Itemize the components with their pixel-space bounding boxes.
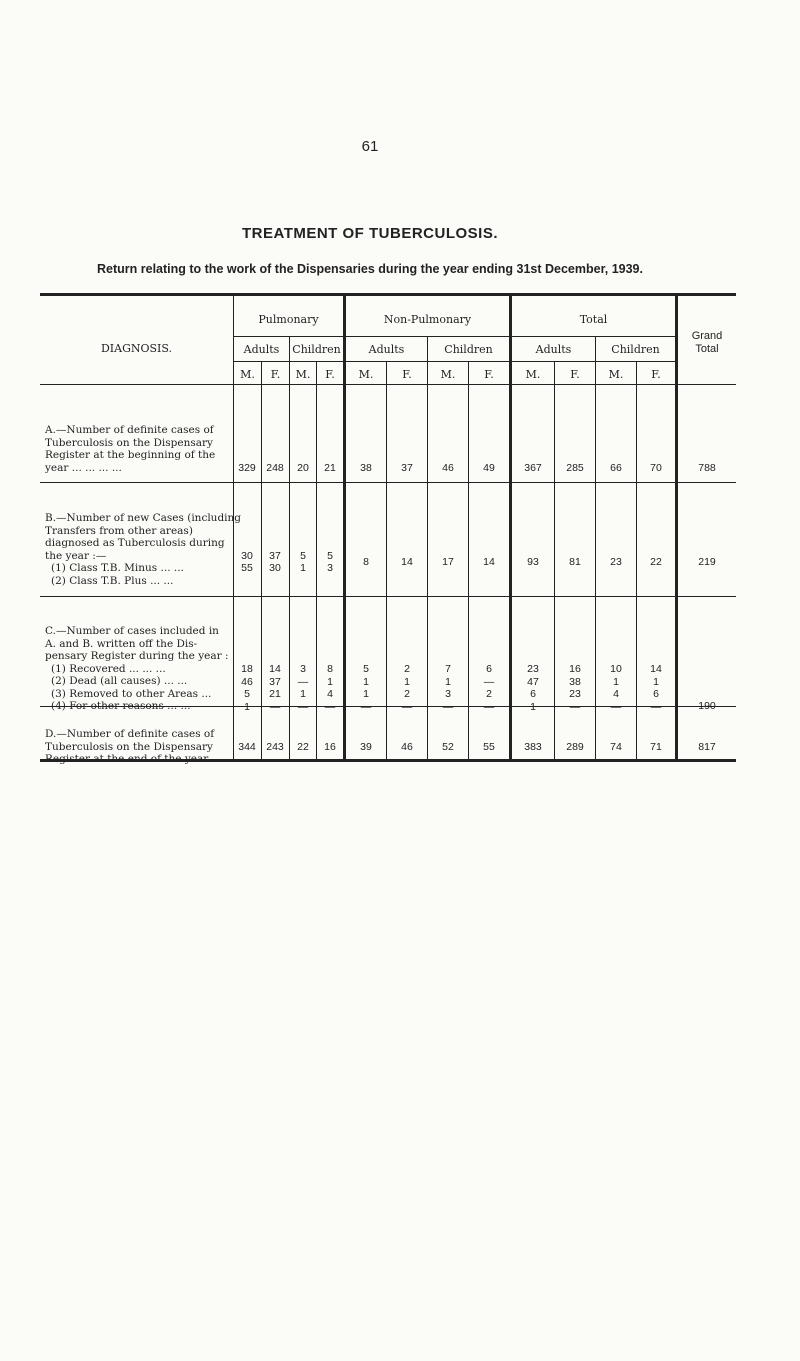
header-grand-total — [678, 330, 736, 356]
row-b-rule — [40, 596, 736, 597]
row-b-sub2-value: 55 — [241, 562, 253, 574]
label-line: (4) For other reasons ... ... — [51, 700, 191, 712]
row-c-value: 23 — [527, 663, 539, 675]
header-pulm-children: Children — [292, 343, 341, 356]
row-a-value: 21 — [324, 462, 336, 474]
label-line: (1) Recovered ... ... ... — [51, 662, 166, 675]
row-c-value: 10 — [610, 663, 622, 675]
row-c-value: — — [324, 700, 336, 713]
row-b-sub2-value: 30 — [269, 562, 281, 574]
row-c-value: 18 — [241, 663, 253, 675]
row-c-value: 5 — [363, 663, 369, 675]
row-c-value: 2 — [404, 688, 410, 700]
row-b-value: 93 — [527, 556, 539, 568]
header-f: F. — [270, 368, 281, 381]
header-m: M. — [295, 368, 311, 381]
header-pulmonary: Pulmonary — [258, 313, 319, 326]
row-c-value: — — [401, 700, 413, 713]
row-b-value: 81 — [569, 556, 581, 568]
row-b-sub1-value: 5 — [327, 550, 333, 562]
header-f: F. — [570, 368, 580, 381]
row-c-value: — — [297, 700, 309, 713]
row-d-value: 46 — [401, 741, 413, 753]
row-c-value: 1 — [653, 675, 659, 688]
row-a-value: 367 — [524, 462, 542, 474]
row-c-value: 3 — [445, 688, 451, 700]
row-c-value: 23 — [569, 688, 581, 700]
row-c-value: — — [483, 675, 495, 688]
row-d-value: 289 — [566, 741, 584, 753]
header-total: Total — [579, 313, 608, 326]
row-b-value: 14 — [401, 556, 413, 568]
row-d-value: 71 — [650, 741, 662, 753]
vrule-7 — [468, 361, 469, 760]
row-c-value: — — [360, 700, 372, 713]
table-top-rule — [40, 293, 736, 296]
row-c-value: 2 — [486, 688, 492, 700]
row-d-value: 383 — [524, 741, 542, 753]
vrule-total-end — [675, 295, 678, 760]
row-b-value: 14 — [483, 556, 495, 568]
row-c-value: 3 — [300, 663, 306, 675]
row-a-value: 70 — [650, 462, 662, 474]
label-line: diagnosed as Tuberculosis during — [45, 537, 225, 549]
row-c-value: 8 — [327, 663, 333, 675]
row-b-label — [45, 512, 260, 587]
row-c-value: 4 — [613, 688, 619, 700]
row-a-value: 66 — [610, 462, 622, 474]
row-a-value: 37 — [401, 462, 413, 474]
header-pulm-adults: Adults — [243, 343, 280, 356]
header-nonpulm-children: Children — [444, 343, 493, 356]
row-d-value: 39 — [360, 741, 372, 753]
page-subtitle: Return relating to the work of the Dispensaries during the year ending 31st December, 1939. — [97, 262, 643, 276]
header-m: M. — [608, 368, 624, 381]
row-c-value: 1 — [363, 688, 369, 700]
row-a-value: 248 — [266, 462, 284, 474]
label-line: year ... ... ... ... — [45, 461, 122, 474]
row-b-value: 22 — [650, 556, 662, 568]
row-c-value: 1 — [300, 688, 306, 700]
header-m: M. — [358, 368, 374, 381]
row-c-value: — — [569, 700, 581, 713]
vrule-9 — [554, 361, 555, 760]
header-f: F. — [325, 368, 335, 381]
row-c-value: 1 — [244, 700, 250, 713]
row-c-value: 6 — [530, 688, 536, 700]
label-line: Tuberculosis on the Dispensary — [45, 740, 213, 753]
label-line: pensary Register during the year : — [45, 650, 229, 662]
row-c-value: 6 — [653, 688, 659, 700]
row-c-value: 1 — [445, 675, 451, 688]
row-c-value: 2 — [404, 663, 410, 675]
header-total-children: Children — [611, 343, 660, 356]
row-d-label — [45, 728, 260, 766]
header-f: F. — [651, 368, 661, 381]
row-c-value: 1 — [530, 700, 536, 713]
row-a-value: 46 — [442, 462, 454, 474]
row-a-value: 20 — [297, 462, 309, 474]
row-d-value: 52 — [442, 741, 454, 753]
header-rule-sub — [233, 361, 675, 362]
row-c-value: — — [297, 675, 309, 688]
header-total-adults: Adults — [535, 343, 572, 356]
row-c-value: 7 — [445, 663, 451, 675]
header-f: F. — [484, 368, 494, 381]
row-c-value: 1 — [613, 675, 619, 688]
row-c-value: 47 — [527, 675, 539, 688]
row-c-value: 16 — [569, 663, 581, 675]
label-line: C.—Number of cases included in — [45, 625, 219, 637]
row-a-grand-total: 788 — [698, 462, 716, 474]
row-a-value: 49 — [483, 462, 495, 474]
row-d-value: 344 — [238, 741, 256, 753]
row-c-value: 4 — [327, 688, 333, 700]
header-non-pulmonary: Non-Pulmonary — [383, 313, 472, 326]
page-title: TREATMENT OF TUBERCULOSIS. — [241, 225, 499, 242]
label-line: B.—Number of new Cases (including — [45, 512, 242, 524]
row-b-sub1-value: 37 — [269, 550, 281, 562]
vrule-10 — [595, 336, 596, 760]
row-b-sub2-value: 3 — [327, 562, 333, 574]
label-line: D.—Number of definite cases of — [45, 728, 215, 740]
row-c-value: 1 — [327, 675, 333, 688]
row-c-value: — — [650, 700, 662, 713]
row-c-value: 6 — [486, 663, 492, 675]
row-d-value: 55 — [483, 741, 495, 753]
header-grand-total-line1: Grand — [691, 330, 723, 342]
label-line: A. and B. written off the Dis- — [45, 637, 198, 650]
header-grand-total-line2: Total — [695, 343, 719, 355]
row-c-value: 1 — [404, 675, 410, 688]
label-line: Tuberculosis on the Dispensary — [45, 436, 213, 449]
header-nonpulm-adults: Adults — [368, 343, 405, 356]
label-line: (2) Dead (all causes) ... ... — [51, 675, 188, 687]
row-d-value: 22 — [297, 741, 309, 753]
row-b-value: 17 — [442, 556, 454, 568]
header-diagnosis: DIAGNOSIS. — [100, 342, 173, 355]
row-c-value: — — [610, 700, 622, 713]
row-c-value: 14 — [269, 663, 281, 675]
label-line: (2) Class T.B. Plus ... ... — [51, 574, 174, 587]
row-d-grand-total: 817 — [698, 741, 716, 753]
header-m: M. — [440, 368, 456, 381]
row-a-value: 285 — [566, 462, 584, 474]
row-c-grand-total: 190 — [698, 700, 716, 712]
label-line: Register at the end of the year... — [45, 753, 218, 765]
row-a-value: 329 — [238, 462, 256, 474]
vrule-6 — [427, 336, 428, 760]
row-a-label — [45, 424, 260, 474]
row-b-grand-total: 219 — [698, 556, 716, 568]
row-b-value: 8 — [363, 556, 369, 568]
row-c-value: 37 — [269, 675, 281, 688]
row-c-value: — — [269, 700, 281, 713]
row-d-value: 16 — [324, 741, 336, 753]
label-line: Transfers from other areas) — [45, 524, 193, 537]
page-number: 61 — [361, 138, 379, 155]
label-line: (3) Removed to other Areas ... — [51, 687, 212, 700]
row-c-value: — — [442, 700, 454, 713]
row-b-sub1-value: 30 — [241, 550, 253, 562]
header-rule-bottom — [40, 384, 736, 385]
header-f: F. — [402, 368, 412, 381]
header-rule-groups — [233, 336, 675, 337]
label-line: A.—Number of definite cases of — [45, 424, 214, 436]
row-b-sub2-value: 1 — [300, 562, 306, 574]
header-m: M. — [240, 368, 255, 381]
vrule-11 — [636, 361, 637, 760]
row-c-value: — — [483, 700, 495, 713]
row-a-rule — [40, 482, 736, 483]
vrule-5 — [386, 361, 387, 760]
row-c-value: 21 — [269, 688, 281, 700]
row-b-value: 23 — [610, 556, 622, 568]
row-c-value: 1 — [363, 675, 369, 688]
row-c-value: 46 — [241, 675, 253, 688]
row-b-sub1-value: 5 — [300, 550, 306, 562]
header-m: M. — [525, 368, 541, 381]
label-line: the year :— — [45, 549, 107, 562]
row-d-value: 243 — [266, 741, 284, 753]
row-a-value: 38 — [360, 462, 372, 474]
row-c-value: 38 — [569, 675, 581, 688]
row-d-value: 74 — [610, 741, 622, 753]
label-line: (1) Class T.B. Minus ... ... — [51, 562, 184, 574]
vrule-nonpulm-end — [509, 295, 512, 760]
label-line: Register at the beginning of the — [45, 449, 216, 461]
row-c-value: 5 — [244, 688, 250, 700]
row-c-label — [45, 625, 260, 713]
row-c-value: 14 — [650, 663, 662, 675]
